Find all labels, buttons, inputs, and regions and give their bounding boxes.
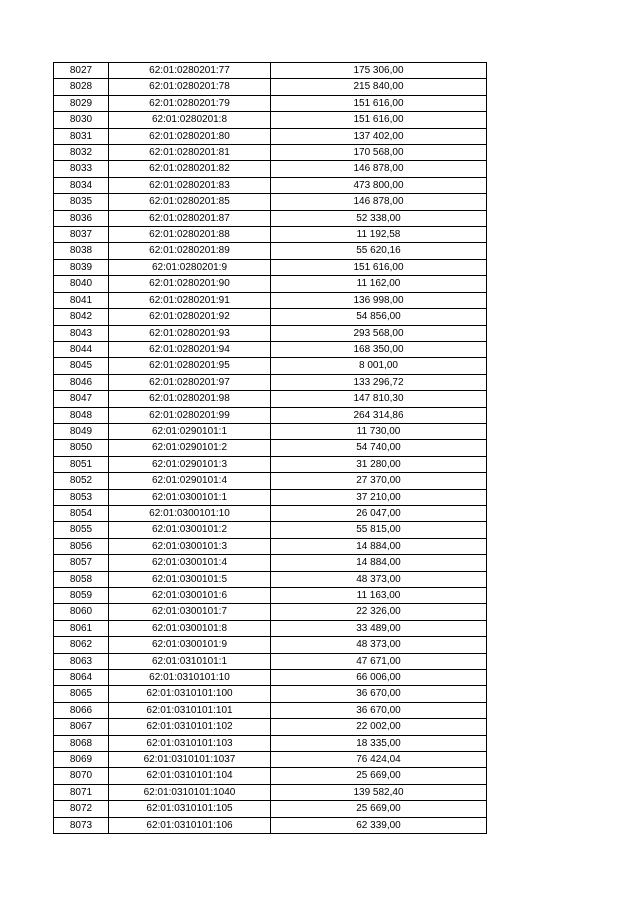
table-row — [54, 538, 487, 554]
table-row — [54, 456, 487, 472]
row-number-cell: 8036 — [54, 210, 109, 226]
row-number-cell: 8034 — [54, 177, 109, 193]
value-cell: 36 670,00 — [271, 702, 487, 718]
row-number-cell: 8053 — [54, 489, 109, 505]
value-cell: 151 616,00 — [271, 95, 487, 111]
cadastral-number-cell: 62:01:0300101:8 — [109, 620, 271, 636]
value-cell: 136 998,00 — [271, 292, 487, 308]
row-number-cell: 8037 — [54, 227, 109, 243]
table-row — [54, 752, 487, 768]
row-number-cell: 8032 — [54, 145, 109, 161]
table-row — [54, 177, 487, 193]
row-number-cell: 8068 — [54, 735, 109, 751]
value-cell: 62 339,00 — [271, 817, 487, 833]
value-cell: 151 616,00 — [271, 112, 487, 128]
table-row — [54, 670, 487, 686]
row-number-cell: 8071 — [54, 784, 109, 800]
table-row — [54, 374, 487, 390]
table-row — [54, 194, 487, 210]
cadastral-number-cell: 62:01:0280201:89 — [109, 243, 271, 259]
table-row — [54, 604, 487, 620]
row-number-cell: 8069 — [54, 752, 109, 768]
table-row — [54, 801, 487, 817]
row-number-cell: 8054 — [54, 505, 109, 521]
table-row — [54, 309, 487, 325]
value-cell: 48 373,00 — [271, 637, 487, 653]
cadastral-number-cell: 62:01:0280201:83 — [109, 177, 271, 193]
table-row — [54, 341, 487, 357]
row-number-cell: 8061 — [54, 620, 109, 636]
table-row — [54, 358, 487, 374]
cadastral-number-cell: 62:01:0310101:102 — [109, 719, 271, 735]
row-number-cell: 8047 — [54, 391, 109, 407]
table-row — [54, 63, 487, 79]
value-cell: 14 884,00 — [271, 538, 487, 554]
row-number-cell: 8048 — [54, 407, 109, 423]
cadastral-number-cell: 62:01:0280201:97 — [109, 374, 271, 390]
row-number-cell: 8027 — [54, 63, 109, 79]
cadastral-number-cell: 62:01:0300101:10 — [109, 505, 271, 521]
table-row — [54, 112, 487, 128]
row-number-cell: 8051 — [54, 456, 109, 472]
cadastral-number-cell: 62:01:0280201:95 — [109, 358, 271, 374]
data-table — [53, 62, 487, 834]
cadastral-number-cell: 62:01:0280201:92 — [109, 309, 271, 325]
row-number-cell: 8050 — [54, 440, 109, 456]
row-number-cell: 8035 — [54, 194, 109, 210]
value-cell: 27 370,00 — [271, 473, 487, 489]
value-cell: 54 740,00 — [271, 440, 487, 456]
value-cell: 37 210,00 — [271, 489, 487, 505]
value-cell: 31 280,00 — [271, 456, 487, 472]
row-number-cell: 8045 — [54, 358, 109, 374]
cadastral-number-cell: 62:01:0290101:1 — [109, 423, 271, 439]
row-number-cell: 8041 — [54, 292, 109, 308]
cadastral-number-cell: 62:01:0280201:87 — [109, 210, 271, 226]
cadastral-number-cell: 62:01:0280201:9 — [109, 259, 271, 275]
value-cell: 66 006,00 — [271, 670, 487, 686]
value-cell: 11 192,58 — [271, 227, 487, 243]
row-number-cell: 8028 — [54, 79, 109, 95]
value-cell: 48 373,00 — [271, 571, 487, 587]
cadastral-number-cell: 62:01:0300101:9 — [109, 637, 271, 653]
cadastral-number-cell: 62:01:0300101:7 — [109, 604, 271, 620]
value-cell: 11 163,00 — [271, 588, 487, 604]
cadastral-number-cell: 62:01:0310101:103 — [109, 735, 271, 751]
cadastral-number-cell: 62:01:0310101:1040 — [109, 784, 271, 800]
value-cell: 8 001,00 — [271, 358, 487, 374]
table-row — [54, 637, 487, 653]
value-cell: 264 314,86 — [271, 407, 487, 423]
value-cell: 14 884,00 — [271, 555, 487, 571]
row-number-cell: 8029 — [54, 95, 109, 111]
row-number-cell: 8033 — [54, 161, 109, 177]
value-cell: 175 306,00 — [271, 63, 487, 79]
table-body — [54, 63, 487, 834]
cadastral-number-cell: 62:01:0300101:2 — [109, 522, 271, 538]
value-cell: 146 878,00 — [271, 194, 487, 210]
table-row — [54, 243, 487, 259]
row-number-cell: 8049 — [54, 423, 109, 439]
table-row — [54, 735, 487, 751]
table-row — [54, 653, 487, 669]
cadastral-number-cell: 62:01:0300101:6 — [109, 588, 271, 604]
row-number-cell: 8056 — [54, 538, 109, 554]
row-number-cell: 8070 — [54, 768, 109, 784]
cadastral-number-cell: 62:01:0280201:78 — [109, 79, 271, 95]
cadastral-number-cell: 62:01:0310101:104 — [109, 768, 271, 784]
table-row — [54, 95, 487, 111]
table-row — [54, 784, 487, 800]
table-row — [54, 719, 487, 735]
table-row — [54, 522, 487, 538]
value-cell: 33 489,00 — [271, 620, 487, 636]
cadastral-number-cell: 62:01:0310101:100 — [109, 686, 271, 702]
value-cell: 55 815,00 — [271, 522, 487, 538]
cadastral-number-cell: 62:01:0280201:8 — [109, 112, 271, 128]
table-row — [54, 571, 487, 587]
row-number-cell: 8060 — [54, 604, 109, 620]
value-cell: 133 296,72 — [271, 374, 487, 390]
cadastral-number-cell: 62:01:0280201:94 — [109, 341, 271, 357]
cadastral-number-cell: 62:01:0300101:4 — [109, 555, 271, 571]
cadastral-number-cell: 62:01:0280201:90 — [109, 276, 271, 292]
cadastral-number-cell: 62:01:0280201:82 — [109, 161, 271, 177]
value-cell: 76 424,04 — [271, 752, 487, 768]
table-row — [54, 620, 487, 636]
cadastral-number-cell: 62:01:0310101:1 — [109, 653, 271, 669]
cadastral-number-cell: 62:01:0310101:1037 — [109, 752, 271, 768]
row-number-cell: 8030 — [54, 112, 109, 128]
row-number-cell: 8031 — [54, 128, 109, 144]
table-row — [54, 79, 487, 95]
value-cell: 22 002,00 — [271, 719, 487, 735]
table-row — [54, 407, 487, 423]
row-number-cell: 8042 — [54, 309, 109, 325]
cadastral-number-cell: 62:01:0300101:1 — [109, 489, 271, 505]
cadastral-number-cell: 62:01:0300101:3 — [109, 538, 271, 554]
cadastral-number-cell: 62:01:0310101:105 — [109, 801, 271, 817]
cadastral-number-cell: 62:01:0280201:79 — [109, 95, 271, 111]
table-row — [54, 473, 487, 489]
cadastral-number-cell: 62:01:0310101:106 — [109, 817, 271, 833]
table-row — [54, 128, 487, 144]
row-number-cell: 8072 — [54, 801, 109, 817]
table-row — [54, 686, 487, 702]
cadastral-number-cell: 62:01:0280201:88 — [109, 227, 271, 243]
table-row — [54, 210, 487, 226]
row-number-cell: 8040 — [54, 276, 109, 292]
value-cell: 36 670,00 — [271, 686, 487, 702]
table-row — [54, 276, 487, 292]
table-row — [54, 259, 487, 275]
value-cell: 147 810,30 — [271, 391, 487, 407]
value-cell: 170 568,00 — [271, 145, 487, 161]
cadastral-number-cell: 62:01:0280201:99 — [109, 407, 271, 423]
table-row — [54, 145, 487, 161]
value-cell: 293 568,00 — [271, 325, 487, 341]
value-cell: 473 800,00 — [271, 177, 487, 193]
value-cell: 55 620,16 — [271, 243, 487, 259]
value-cell: 168 350,00 — [271, 341, 487, 357]
table-row — [54, 702, 487, 718]
row-number-cell: 8058 — [54, 571, 109, 587]
row-number-cell: 8052 — [54, 473, 109, 489]
table-row — [54, 588, 487, 604]
row-number-cell: 8044 — [54, 341, 109, 357]
table-row — [54, 555, 487, 571]
row-number-cell: 8064 — [54, 670, 109, 686]
row-number-cell: 8038 — [54, 243, 109, 259]
table-row — [54, 489, 487, 505]
cadastral-number-cell: 62:01:0280201:80 — [109, 128, 271, 144]
cadastral-number-cell: 62:01:0280201:93 — [109, 325, 271, 341]
table-row — [54, 505, 487, 521]
value-cell: 22 326,00 — [271, 604, 487, 620]
row-number-cell: 8067 — [54, 719, 109, 735]
value-cell: 215 840,00 — [271, 79, 487, 95]
cadastral-number-cell: 62:01:0310101:10 — [109, 670, 271, 686]
cadastral-number-cell: 62:01:0280201:85 — [109, 194, 271, 210]
cadastral-number-cell: 62:01:0290101:3 — [109, 456, 271, 472]
table-row — [54, 423, 487, 439]
row-number-cell: 8039 — [54, 259, 109, 275]
table-row — [54, 325, 487, 341]
table-row — [54, 161, 487, 177]
cadastral-number-cell: 62:01:0280201:91 — [109, 292, 271, 308]
row-number-cell: 8063 — [54, 653, 109, 669]
table-row — [54, 292, 487, 308]
row-number-cell: 8043 — [54, 325, 109, 341]
value-cell: 26 047,00 — [271, 505, 487, 521]
row-number-cell: 8046 — [54, 374, 109, 390]
cadastral-number-cell: 62:01:0290101:4 — [109, 473, 271, 489]
table-row — [54, 440, 487, 456]
value-cell: 25 669,00 — [271, 768, 487, 784]
value-cell: 11 730,00 — [271, 423, 487, 439]
value-cell: 151 616,00 — [271, 259, 487, 275]
cadastral-number-cell: 62:01:0300101:5 — [109, 571, 271, 587]
cadastral-number-cell: 62:01:0280201:77 — [109, 63, 271, 79]
table-row — [54, 817, 487, 833]
cadastral-number-cell: 62:01:0280201:98 — [109, 391, 271, 407]
row-number-cell: 8059 — [54, 588, 109, 604]
cadastral-number-cell: 62:01:0290101:2 — [109, 440, 271, 456]
value-cell: 52 338,00 — [271, 210, 487, 226]
table-row — [54, 768, 487, 784]
row-number-cell: 8073 — [54, 817, 109, 833]
value-cell: 47 671,00 — [271, 653, 487, 669]
row-number-cell: 8065 — [54, 686, 109, 702]
value-cell: 146 878,00 — [271, 161, 487, 177]
table-row — [54, 391, 487, 407]
value-cell: 18 335,00 — [271, 735, 487, 751]
value-cell: 139 582,40 — [271, 784, 487, 800]
value-cell: 137 402,00 — [271, 128, 487, 144]
cadastral-number-cell: 62:01:0280201:81 — [109, 145, 271, 161]
row-number-cell: 8066 — [54, 702, 109, 718]
value-cell: 25 669,00 — [271, 801, 487, 817]
cadastral-number-cell: 62:01:0310101:101 — [109, 702, 271, 718]
value-cell: 54 856,00 — [271, 309, 487, 325]
row-number-cell: 8062 — [54, 637, 109, 653]
value-cell: 11 162,00 — [271, 276, 487, 292]
row-number-cell: 8057 — [54, 555, 109, 571]
table-row — [54, 227, 487, 243]
row-number-cell: 8055 — [54, 522, 109, 538]
